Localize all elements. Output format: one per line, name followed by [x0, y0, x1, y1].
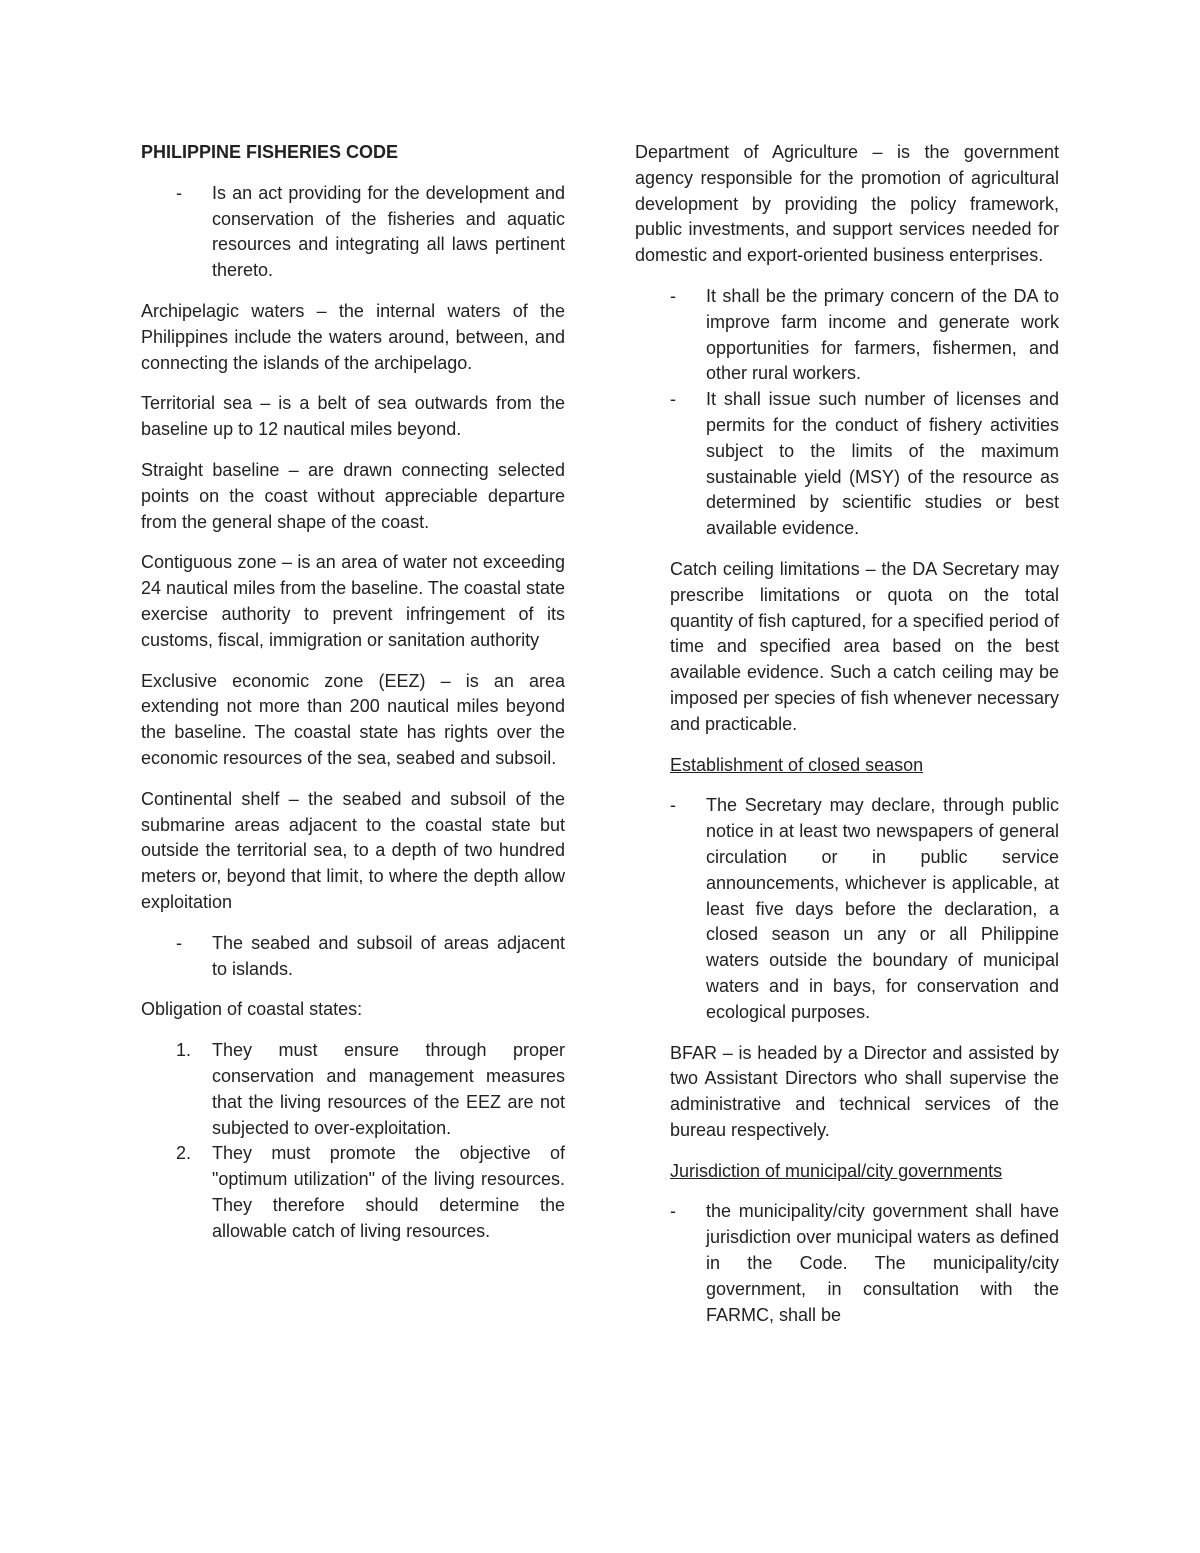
dash-bullet: -	[176, 182, 182, 203]
jurisdiction-heading: Jurisdiction of municipal/city governments	[670, 1160, 1003, 1181]
archipelagic-waters-paragraph: Archipelagic waters – the internal waters of the Philippines include the waters around, between, and connecting the islands of the archipelago.	[141, 300, 565, 373]
left-column	[141, 140, 565, 1259]
document-title: PHILIPPINE FISHERIES CODE	[141, 142, 399, 162]
dash-bullet: -	[176, 932, 182, 953]
jurisdiction-bullet-text: the municipality/city government shall have jurisdiction over municipal waters as defined in the Code. The municipality/city government, in consultation with the FARMC, shall be	[706, 1201, 1059, 1325]
list-item	[141, 181, 565, 284]
territorial-sea-paragraph: Territorial sea – is a belt of sea outwards from the baseline up to 12 nautical miles beyond.	[141, 393, 565, 440]
da-bullet-text: It shall issue such number of licenses and permits for the conduct of fishery activities subject to the limits of the maximum sustainable yield (MSY) of the resource as determined by scientific studies or best available evidence.	[706, 389, 1059, 539]
obligation-text: They must promote the objective of "optimum utilization" of the living resources. They therefore should determine the allowable catch of living resources.	[212, 1143, 565, 1241]
obligation-text: They must ensure through proper conservation and management measures that the living resources of the EEZ are not subjected to over-exploitation.	[212, 1040, 565, 1138]
list-item	[635, 1199, 1059, 1328]
jurisdiction-list	[635, 1199, 1059, 1328]
obligations-list	[141, 1038, 565, 1244]
continental-shelf-list	[141, 931, 565, 983]
department-of-agriculture-paragraph: Department of Agriculture – is the government agency responsible for the promotion of agricultural development by providing the policy framework, public investments, and support services needed for domestic and export-oriented business enterprises.	[635, 142, 1059, 266]
bfar-paragraph: BFAR – is headed by a Director and assisted by two Assistant Directors who shall supervise the administrative and technical services of the bureau respectively.	[670, 1042, 1059, 1140]
catch-ceiling-paragraph: Catch ceiling limitations – the DA Secretary may prescribe limitations or quota on the total quantity of fish captured, for a specified period of time and specified area based on the best available evidence. Such a catch ceiling may be imposed per species of fish whenever necessary and practicable.	[670, 558, 1059, 734]
dash-bullet: -	[670, 389, 676, 410]
eez-paragraph: Exclusive economic zone (EEZ) – is an area extending not more than 200 nautical miles beyond the baseline. The coastal state has rights over the economic resources of the sea, seabed and subsoil.	[141, 670, 565, 768]
contiguous-zone-paragraph: Contiguous zone – is an area of water not exceeding 24 nautical miles from the baseline. The coastal state exercise authority to prevent infringement of its customs, fiscal, immigration or sanitation authority	[141, 552, 565, 650]
continental-shelf-paragraph: Continental shelf – the seabed and subsoil of the submarine areas adjacent to the coastal state but outside the territorial sea, to a depth of two hundred meters or, beyond that limit, to where the depth allow exploitation	[141, 788, 565, 912]
closed-season-heading: Establishment of closed season	[670, 754, 924, 775]
list-number: 1.	[176, 1040, 192, 1061]
continental-shelf-bullet-text: The seabed and subsoil of areas adjacent to islands.	[212, 932, 565, 979]
intro-bullet-text: Is an act providing for the development and conservation of the fisheries and aquatic resources and integrating all laws pertinent thereto.	[212, 182, 565, 281]
da-list	[635, 284, 1059, 542]
intro-list	[141, 181, 565, 284]
list-item	[141, 1038, 565, 1141]
da-bullet-text: It shall be the primary concern of the DA to improve farm income and generate work opportunities for farmers, fishermen, and other rural workers.	[706, 285, 1059, 384]
right-column	[635, 140, 1059, 1343]
obligations-heading: Obligation of coastal states:	[141, 999, 363, 1020]
closed-season-list	[635, 793, 1059, 1025]
list-item	[141, 931, 565, 983]
dash-bullet: -	[670, 285, 676, 306]
straight-baseline-paragraph: Straight baseline – are drawn connecting selected points on the coast without appreciable departure from the general shape of the coast.	[141, 459, 565, 532]
list-item	[141, 1141, 565, 1244]
dash-bullet: -	[670, 795, 676, 816]
closed-season-bullet-text: The Secretary may declare, through public notice in at least two newspapers of general circulation or in public service announcements, whichever is applicable, at least five days before the declaration, a closed season un any or all Philippine waters outside the boundary of municipal waters and in bays, for conservation and ecological purposes.	[706, 795, 1059, 1022]
list-number: 2.	[176, 1143, 192, 1164]
list-item	[635, 793, 1059, 1025]
dash-bullet: -	[670, 1201, 676, 1222]
list-item	[635, 284, 1059, 387]
list-item	[635, 387, 1059, 542]
